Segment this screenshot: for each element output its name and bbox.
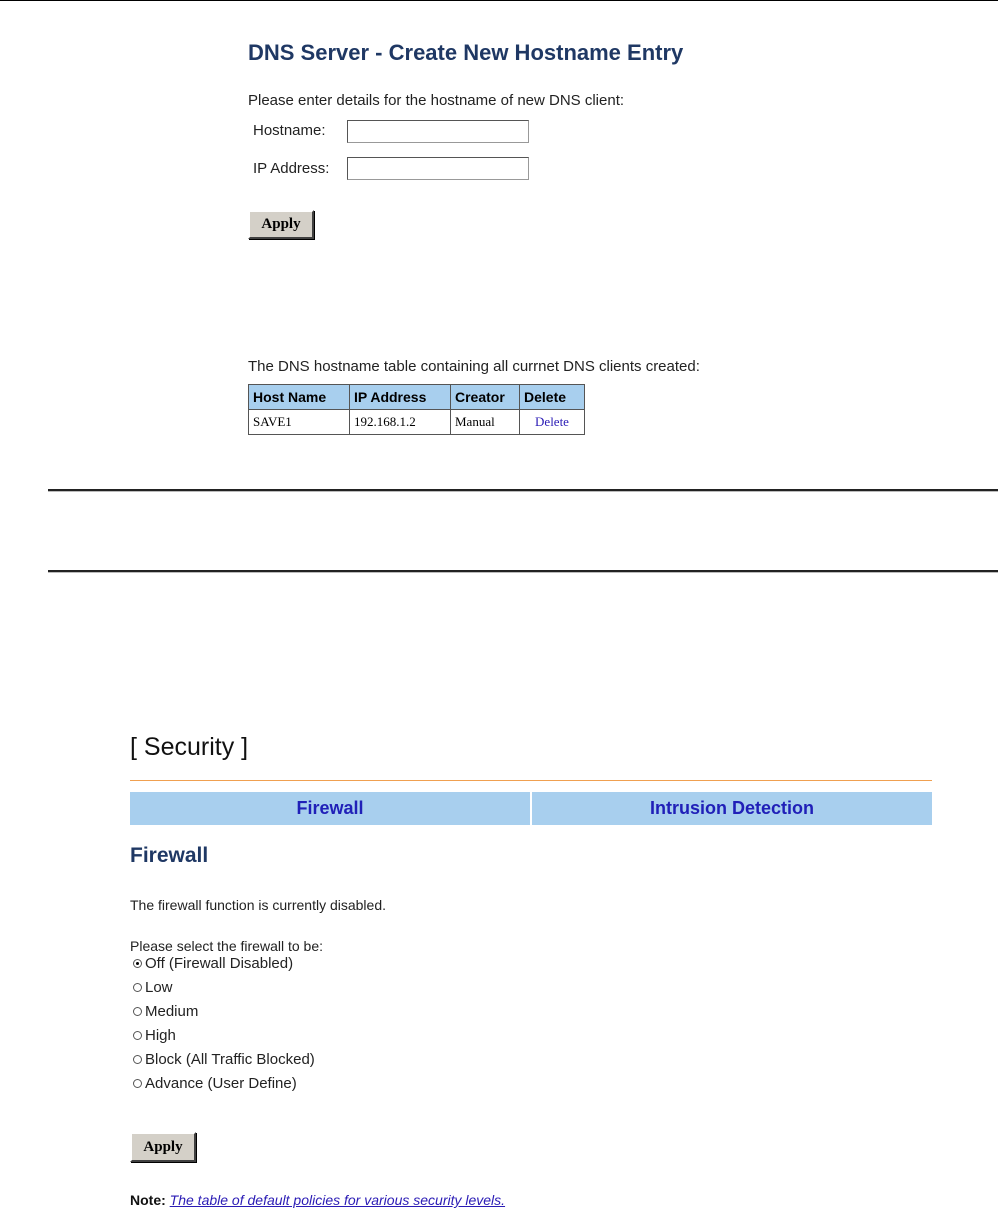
- radio-option-medium[interactable]: [133, 1003, 198, 1020]
- tab-intrusion-detection[interactable]: Intrusion Detection: [532, 792, 932, 825]
- radio-label: Low: [145, 979, 173, 996]
- radio-button[interactable]: [133, 959, 142, 968]
- radio-option-low[interactable]: [133, 979, 173, 996]
- dns-hostname-table: [248, 384, 585, 435]
- page-title: DNS Server - Create New Hostname Entry: [248, 40, 684, 65]
- column-header-host-name: Host Name: [249, 385, 350, 410]
- default-policies-link[interactable]: The table of default policies for various security levels.: [169, 1192, 506, 1208]
- ip-address-input[interactable]: [347, 157, 529, 180]
- column-header-creator: Creator: [451, 385, 520, 410]
- cell-delete: [520, 410, 585, 435]
- dns-intro-text: Please enter details for the hostname of new DNS client:: [248, 92, 625, 109]
- security-title: [ Security ]: [130, 733, 249, 761]
- section-divider-upper: [48, 489, 998, 492]
- radio-label: High: [145, 1027, 176, 1044]
- radio-button[interactable]: [133, 983, 142, 992]
- firewall-select-prompt: Please select the firewall to be:: [130, 938, 323, 954]
- radio-button[interactable]: [133, 1055, 142, 1064]
- dns-table-intro: The DNS hostname table containing all currnet DNS clients created:: [248, 358, 700, 375]
- section-divider-lower: [48, 570, 998, 573]
- column-header-ip-address: IP Address: [350, 385, 451, 410]
- radio-button[interactable]: [133, 1007, 142, 1016]
- table-header-row: [249, 385, 585, 410]
- column-header-delete: Delete: [520, 385, 585, 410]
- security-tab-bar: [130, 792, 932, 825]
- radio-option-high[interactable]: [133, 1027, 176, 1044]
- radio-label: Off (Firewall Disabled): [145, 955, 294, 972]
- radio-option-block[interactable]: [133, 1051, 315, 1068]
- hostname-label: Hostname:: [253, 122, 326, 139]
- firewall-status-text: The firewall function is currently disabled.: [130, 897, 387, 913]
- delete-link[interactable]: Delete: [535, 414, 569, 429]
- radio-label: Block (All Traffic Blocked): [145, 1051, 315, 1068]
- top-divider: [0, 0, 998, 1]
- radio-label: Medium: [145, 1003, 199, 1020]
- ip-address-label: IP Address:: [253, 160, 330, 177]
- firewall-heading: Firewall: [130, 844, 209, 867]
- radio-button[interactable]: [133, 1031, 142, 1040]
- cell-creator: Manual: [451, 410, 520, 435]
- radio-button[interactable]: [133, 1079, 142, 1088]
- tab-firewall[interactable]: Firewall: [130, 792, 530, 825]
- cell-ip-address: 192.168.1.2: [350, 410, 451, 435]
- radio-label: Advance (User Define): [145, 1075, 297, 1092]
- note-label: Note:: [130, 1192, 166, 1208]
- table-row: [249, 410, 585, 435]
- radio-option-advance[interactable]: [133, 1075, 297, 1092]
- cell-host-name: SAVE1: [249, 410, 350, 435]
- hostname-input[interactable]: [347, 120, 529, 143]
- dns-apply-button[interactable]: Apply: [248, 210, 314, 239]
- note: [130, 1192, 505, 1208]
- firewall-apply-button[interactable]: Apply: [130, 1132, 196, 1162]
- title-rule: [130, 780, 932, 781]
- radio-option-off[interactable]: [133, 955, 293, 972]
